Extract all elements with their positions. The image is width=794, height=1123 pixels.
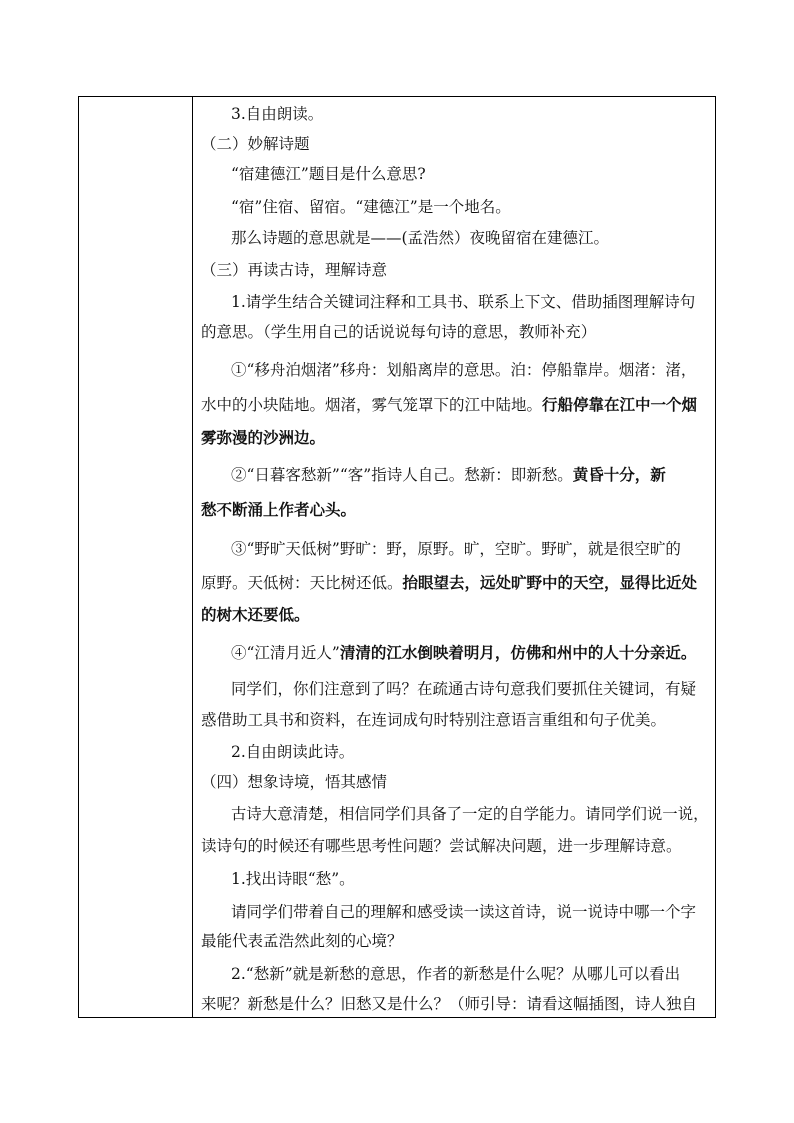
text-line — [201, 573, 697, 593]
text-line: 3.自由朗读。 — [231, 105, 324, 123]
left-column-cell — [79, 97, 193, 1017]
text-line: ①“移舟泊烟渚”移舟：划船离岸的意思。泊：停船靠岸。烟渚：渚， — [231, 361, 697, 379]
text-normal: ②“日暮客愁新”“客”指诗人自己。愁新：即新愁。 — [231, 466, 573, 484]
text-bold: 愁不断涌上作者心头。 — [201, 500, 357, 519]
text-line: 2.自由朗读此诗。 — [231, 743, 355, 761]
text-line — [231, 643, 696, 663]
text-line: 同学们，你们注意到了吗？在疏通古诗句意我们要抓住关键词，有疑 — [231, 680, 697, 698]
text-line — [231, 465, 666, 485]
text-normal: 水中的小块陆地。烟渚，雾气笼罩下的江中陆地。 — [201, 396, 543, 414]
text-line — [201, 605, 310, 625]
text-line: 请同学们带着自己的理解和感受读一读这首诗，说一说诗中哪一个字 — [231, 903, 697, 921]
text-normal: ④“江清月近人” — [231, 644, 340, 662]
text-line: “宿建德江”题目是什么意思? — [231, 165, 426, 183]
section-heading: （三）再读古诗，理解诗意 — [201, 261, 388, 279]
text-bold: 雾弥漫的沙洲边。 — [201, 428, 326, 447]
text-bold: 行船停靠在江中一个烟 — [542, 395, 698, 414]
text-line: 最能代表孟浩然此刻的心境？ — [201, 932, 403, 950]
text-normal: 原野。天低树：天比树还低。 — [201, 574, 403, 592]
text-bold: 抬眼望去，远处旷野中的天空，显得比近处 — [402, 573, 698, 592]
text-line: 来呢？新愁是什么？旧愁又是什么？（师引导：请看这幅插图，诗人独自 — [201, 995, 698, 1013]
text-line — [201, 395, 697, 415]
text-bold: 清清的江水倒映着明月，仿佛和州中的人十分亲近。 — [339, 643, 697, 662]
text-line: “宿”住宿、留宿。“建德江”是一个地名。 — [231, 198, 511, 216]
text-line: 1.请学生结合关键词注释和工具书、联系上下文、借助插图理解诗句 — [231, 293, 696, 311]
text-line: 那么诗题的意思就是——(孟浩然）夜晚留宿在建德江。 — [231, 229, 610, 247]
text-line: 读诗句的时候还有哪些思考性问题？尝试解决问题，进一步理解诗意。 — [201, 837, 682, 855]
text-line: 1.找出诗眼“愁”。 — [231, 870, 355, 888]
text-line: 的意思。（学生用自己的话说说每句诗的意思，教师补充） — [201, 323, 597, 341]
text-line — [201, 500, 356, 520]
text-line: 古诗大意清楚，相信同学们具备了一定的自学能力。请同学们说一说， — [231, 805, 709, 823]
text-line: 惑借助工具书和资料，在连词成句时特别注意语言重组和句子优美。 — [201, 711, 667, 729]
lesson-table — [78, 96, 716, 1018]
text-bold: 黄昏十分，新 — [572, 465, 666, 484]
section-heading: （二）妙解诗题 — [201, 135, 310, 153]
text-bold: 的树木还要低。 — [201, 605, 310, 624]
text-line: 2.“愁新”就是新愁的意思，作者的新愁是什么呢？从哪儿可以看出 — [231, 965, 681, 983]
text-line — [201, 428, 325, 448]
text-line: ③“野旷天低树”野旷：野，原野。旷，空旷。野旷，就是很空旷的 — [231, 540, 681, 558]
section-heading: （四）想象诗境，悟其感情 — [201, 773, 388, 791]
